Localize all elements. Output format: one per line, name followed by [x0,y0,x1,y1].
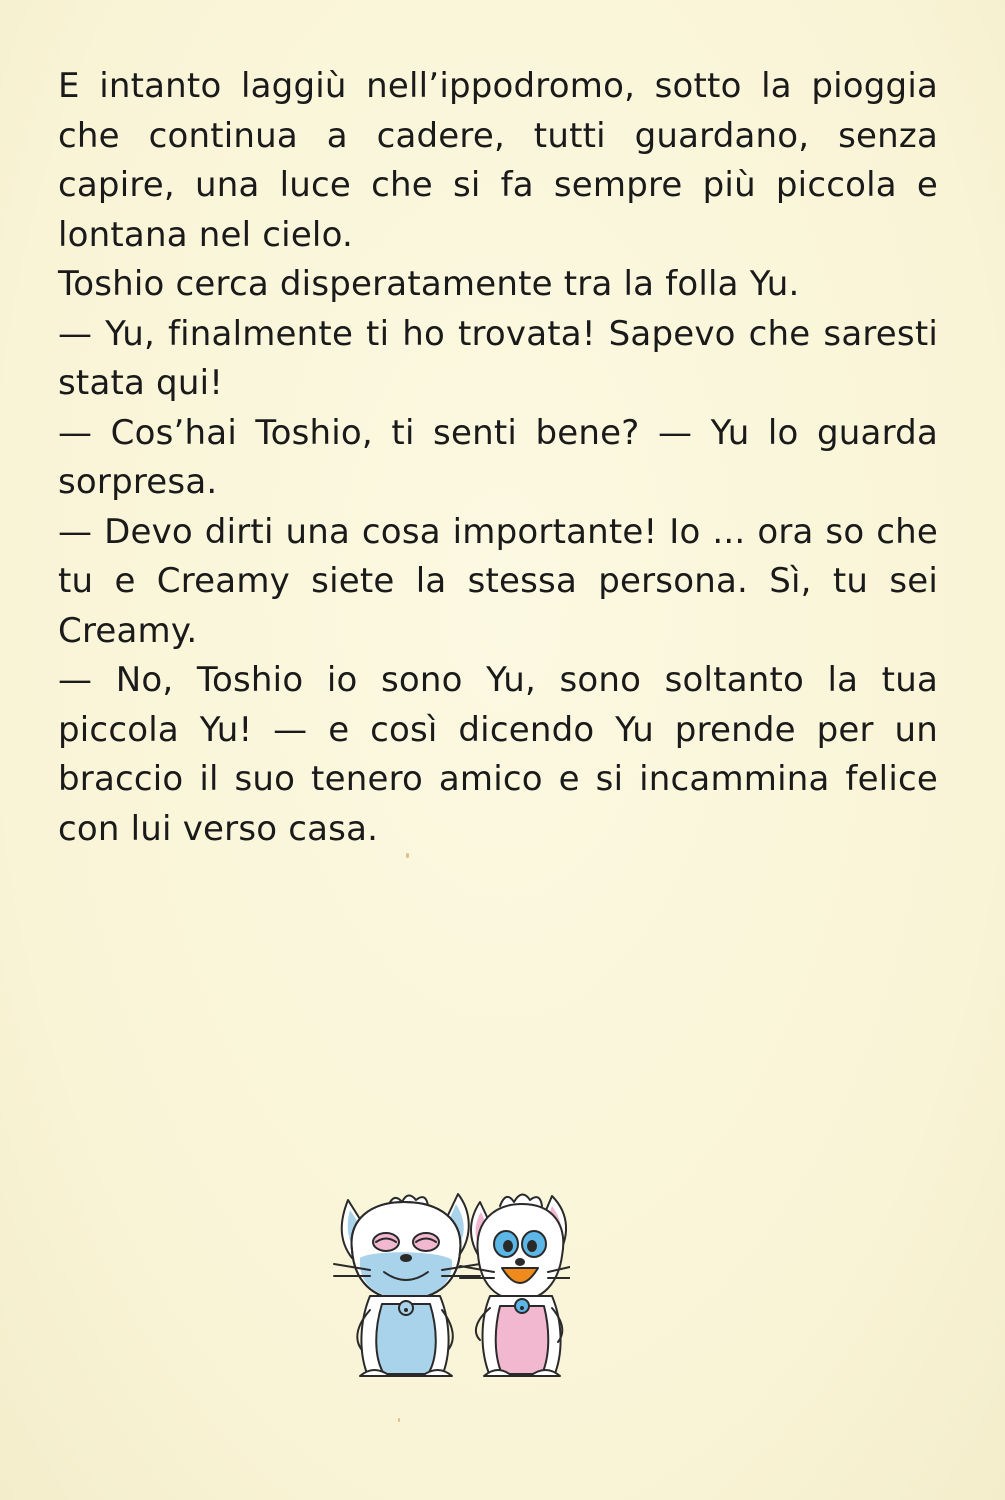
paragraph: Toshio cerca disperatamente tra la folla Yu. [58,264,800,304]
paragraph: — Devo dirti una cosa importante! Io ... ora so che tu e Creamy siete la stessa persona. Sì, tu sei Creamy. [58,511,938,651]
paragraph: — Cos’hai Toshio, ti senti bene? — Yu lo guarda sorpresa. [58,412,938,502]
paper-speck [398,1418,400,1422]
paragraph: — Yu, finalmente ti ho trovata! Sapevo che saresti stata qui! [58,313,938,403]
paper-speck [406,853,409,858]
story-text [58,62,938,854]
paragraph: E intanto laggiù nell’ippodromo, sotto la pioggia che continua a cadere, tutti guardano, senza capire, una luce che si fa sempre più piccola e lontana nel cielo. [58,66,938,255]
paragraph: — No, Toshio io sono Yu, sono soltanto la tua piccola Yu! — e così dicendo Yu prende per un braccio il suo tenero amico e si incammina felice con lui verso casa. [58,660,938,849]
blue-cat-mascot-icon [334,1194,480,1376]
pink-cat-mascot-icon [460,1194,570,1376]
cat-mascots-illustration [330,1180,570,1395]
